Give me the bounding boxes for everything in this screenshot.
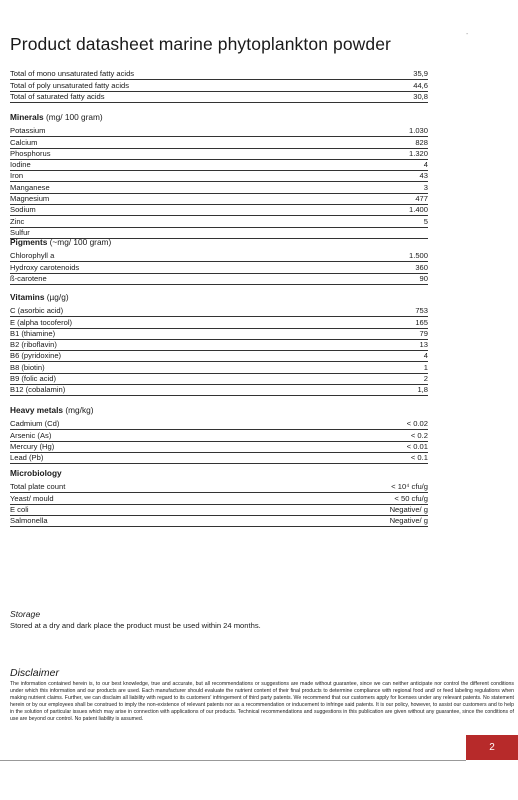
row-value: 90 <box>419 273 428 283</box>
row-value: < 10⁴ cfu/g <box>391 482 428 492</box>
row-value: 165 <box>415 317 428 327</box>
row-label: E (alpha tocoferol) <box>10 317 73 327</box>
row-label: Lead (Pb) <box>10 453 44 463</box>
microbiology-table <box>10 482 428 527</box>
row-label: E coli <box>10 504 29 514</box>
table-row <box>10 442 428 453</box>
row-value: 5 <box>423 216 428 226</box>
row-label: Mercury (Hg) <box>10 441 55 451</box>
table-row <box>10 216 428 227</box>
row-label: Total of saturated fatty acids <box>10 91 105 101</box>
minerals-table <box>10 126 428 239</box>
table-row <box>10 306 428 317</box>
storage-title: Storage <box>10 609 41 619</box>
table-row <box>10 182 428 193</box>
row-value: 35,9 <box>413 69 428 79</box>
row-label: Iodine <box>10 160 31 170</box>
section-heading-label: Minerals <box>10 112 44 122</box>
row-label: ß-carotene <box>10 273 47 283</box>
row-label: Hydroxy carotenoids <box>10 262 80 272</box>
row-value: Negative/ g <box>389 516 428 526</box>
disclaimer-title: Disclaimer <box>10 667 60 679</box>
table-row <box>10 385 428 396</box>
table-row <box>10 274 428 285</box>
table-row <box>10 80 428 91</box>
page-number-badge <box>466 735 518 760</box>
row-value: 3 <box>423 182 428 192</box>
table-row <box>10 362 428 373</box>
heavy-metals-table <box>10 419 428 464</box>
section-heading-label: Vitamins <box>10 292 45 302</box>
heavy-metals-section <box>10 404 428 464</box>
section-unit: (µg/g) <box>46 292 69 302</box>
section-heading <box>10 404 428 416</box>
section-heading-label: Microbiology <box>10 468 62 478</box>
table-row <box>10 205 428 216</box>
row-value: 1.500 <box>408 251 428 261</box>
row-value: < 50 cfu/g <box>394 493 428 503</box>
table-row <box>10 317 428 328</box>
row-label: Zinc <box>10 216 25 226</box>
row-label: B6 (pyridoxine) <box>10 351 62 361</box>
microbiology-section <box>10 467 428 527</box>
section-unit: (~mg/ 100 gram) <box>49 237 112 247</box>
section-heading <box>10 467 428 479</box>
row-label: Total of poly unsaturated fatty acids <box>10 80 130 90</box>
table-row <box>10 251 428 262</box>
row-label: Yeast/ mould <box>10 493 54 503</box>
corner-mark: - <box>466 31 469 38</box>
section-heading <box>10 236 428 248</box>
footer-divider <box>0 760 466 761</box>
row-value: 1 <box>423 362 428 372</box>
table-row <box>10 160 428 171</box>
table-row <box>10 453 428 464</box>
row-value: 2 <box>423 374 428 384</box>
table-row <box>10 194 428 205</box>
row-value: 753 <box>415 306 428 316</box>
table-row <box>10 92 428 103</box>
row-value: 360 <box>415 262 428 272</box>
row-label: Sodium <box>10 205 36 215</box>
row-value: 1,8 <box>417 385 428 395</box>
fatty-acids-table <box>10 69 428 103</box>
row-label: B12 (cobalamin) <box>10 385 66 395</box>
row-value: 828 <box>415 137 428 147</box>
page-title: Product datasheet marine phytoplankton powder <box>10 34 391 54</box>
table-row <box>10 329 428 340</box>
section-unit: (mg/ 100 gram) <box>45 112 103 122</box>
table-row <box>10 262 428 273</box>
fatty-acids-section <box>10 69 428 103</box>
table-row <box>10 419 428 430</box>
row-value: 44,6 <box>413 80 428 90</box>
table-row <box>10 516 428 527</box>
row-value: 1.030 <box>408 126 428 136</box>
row-label: Iron <box>10 171 24 181</box>
minerals-section <box>10 111 428 239</box>
table-row <box>10 430 428 441</box>
disclaimer-text: The information contained herein is, to our best knowledge, true and accurate, but all recommendations or suggestions are made without guarantee, since we can neither anticipate nor control the different conditions under which this information and our products are used. Each manufacturer should evaluate the nutrient content of their final products to determine compliance with regional food and/ or feed labeling regulations when making nutrient claims. Further, we can disclaim all liability with regard to its customers' infringement of third party patents. We recommend that our customers apply for licenses under any relevant patents. No statement herein or by our employees shall be construed to imply the non-existence of relevant patents nor as a recommendation or inducement to infringe said patents. It is our policy, however, to assist our customers and to help in the solution of particular issues which may arise in connection with applications of our products. Technical recommendations and suggestions in this publication are given without any guarantee, since the conditions of use are beyond our control. No patent liability is assumed. <box>10 681 514 722</box>
table-row <box>10 505 428 516</box>
section-heading <box>10 291 428 303</box>
row-value: 1.320 <box>408 148 428 158</box>
row-value: 4 <box>423 351 428 361</box>
row-value: 30,8 <box>413 91 428 101</box>
row-label: B1 (thiamine) <box>10 328 56 338</box>
row-label: Salmonella <box>10 516 48 526</box>
row-label: Total of mono unsaturated fatty acids <box>10 69 135 79</box>
table-row <box>10 351 428 362</box>
row-label: Arsenic (As) <box>10 430 52 440</box>
section-heading <box>10 111 428 123</box>
row-value: < 0.01 <box>406 441 428 451</box>
row-value: 477 <box>415 194 428 204</box>
table-row <box>10 374 428 385</box>
table-row <box>10 126 428 137</box>
row-label: Manganese <box>10 182 50 192</box>
row-label: B2 (riboflavin) <box>10 340 57 350</box>
row-value: Negative/ g <box>389 504 428 514</box>
row-value: 79 <box>419 328 428 338</box>
table-row <box>10 171 428 182</box>
storage-text: Stored at a dry and dark place the product must be used within 24 months. <box>10 621 261 630</box>
vitamins-section <box>10 291 428 396</box>
table-row <box>10 493 428 504</box>
table-row <box>10 69 428 80</box>
row-label: C (asorbic acid) <box>10 306 64 316</box>
row-value: < 0.2 <box>410 430 428 440</box>
table-row <box>10 482 428 493</box>
section-heading-label: Heavy metals <box>10 405 64 415</box>
pigments-section <box>10 236 428 285</box>
table-row <box>10 149 428 160</box>
row-label: Cadmium (Cd) <box>10 419 60 429</box>
row-label: Total plate count <box>10 482 66 492</box>
row-label: Sulfur <box>10 227 30 237</box>
row-value: 1.400 <box>408 205 428 215</box>
row-label: Potassium <box>10 126 46 136</box>
row-label: Phosphorus <box>10 148 51 158</box>
row-value: 43 <box>419 171 428 181</box>
section-unit: (mg/kg) <box>65 405 94 415</box>
row-value: < 0.02 <box>406 419 428 429</box>
page-number: 2 <box>489 742 495 753</box>
row-label: Chlorophyll a <box>10 251 55 261</box>
row-label: Calcium <box>10 137 38 147</box>
row-value: < 0.1 <box>410 453 428 463</box>
row-label: B9 (folic acid) <box>10 374 57 384</box>
table-row <box>10 137 428 148</box>
row-label: B8 (biotin) <box>10 362 45 372</box>
section-heading-label: Pigments <box>10 237 48 247</box>
row-value: 13 <box>419 340 428 350</box>
vitamins-table <box>10 306 428 396</box>
row-label: Magnesium <box>10 194 50 204</box>
pigments-table <box>10 251 428 285</box>
row-value: 4 <box>423 160 428 170</box>
table-row <box>10 340 428 351</box>
